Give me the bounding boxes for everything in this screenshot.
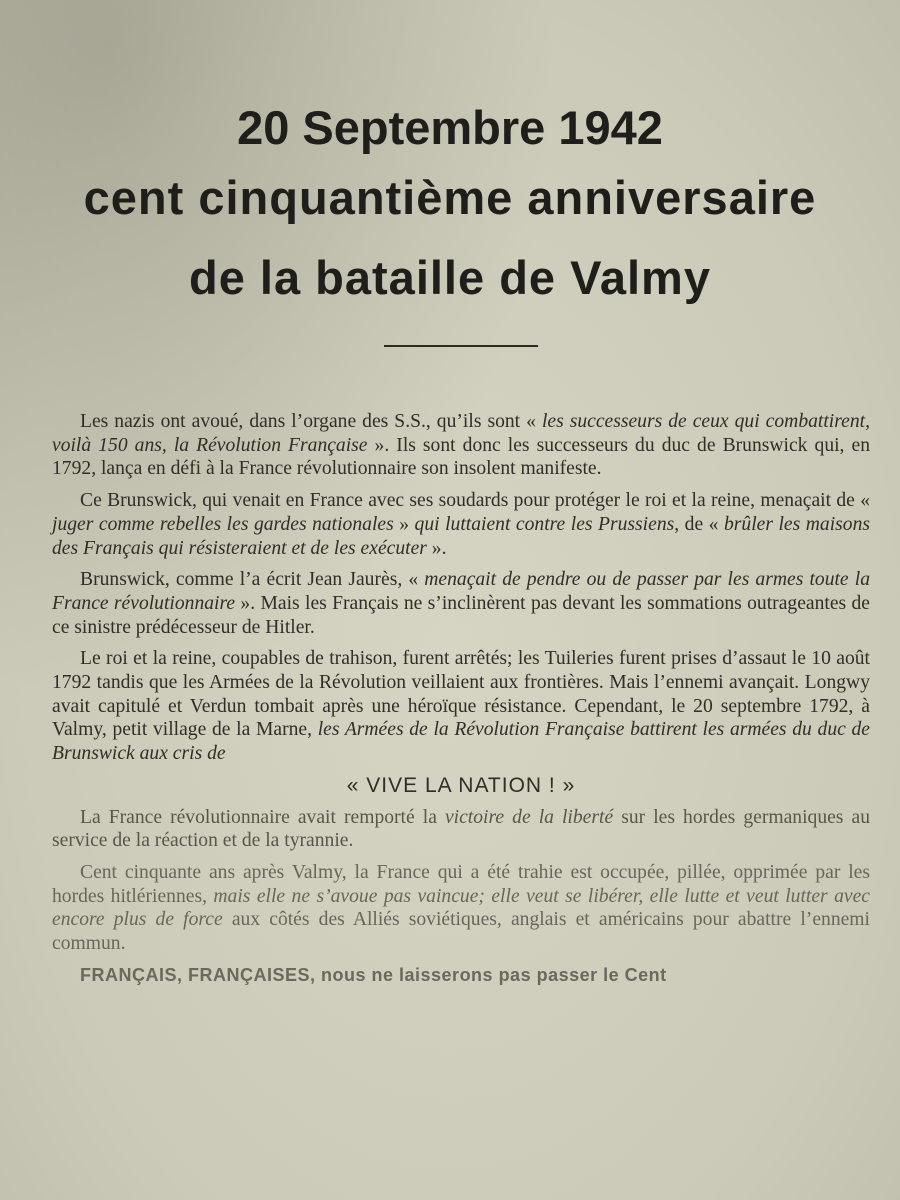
title-divider: [384, 345, 538, 347]
paragraph-6: Cent cinquante ans après Valmy, la France qui a été trahie est occupée, pillée, opprimée par les hordes hitlériennes, mais elle ne s’avoue pas vaincue; elle veut se libérer, elle lutte et veut lutter avec encore plus de force aux côtés des Alliés soviétiques, anglais et américains pour abattre l’ennemi commun.: [52, 861, 870, 955]
paragraph-1: Les nazis ont avoué, dans l’organe des S.S., qu’ils sont « les successeurs de ceux qui combattirent, voilà 150 ans, la Révolution Française ». Ils sont donc les successeurs du duc de Brunswick qui, en 1792, lança en défi à la France révolutionnaire son insolent manifeste.: [52, 411, 870, 480]
document-title: [0, 98, 900, 318]
paragraph-4: Le roi et la reine, coupables de trahison, furent arrêtés; les Tuileries furent prises d’assaut le 10 août 1792 tandis que les Armées de la Révolution veillaient aux frontières. Mais l’ennemi avançait. Longwy avait capitulé et Verdun tombait après une héroïque résistance. Cependant, le 20 septembre 1792, à Valmy, petit village de la Marne, les Armées de la Révolution Française battirent les armées du duc de Brunswick aux cris de: [52, 648, 870, 765]
title-battle: de la bataille de Valmy: [189, 251, 711, 304]
document-body: [52, 410, 870, 995]
paragraph-3: Brunswick, comme l’a écrit Jean Jaurès, « menaçait de pendre ou de passer par les armes toute la France révolutionnaire ». Mais les Français ne s’inclinèrent pas devant les sommations outrageantes de ce sinistre prédécesseur de Hitler.: [52, 569, 870, 638]
vive-la-nation: « VIVE LA NATION ! »: [346, 773, 576, 797]
paragraph-2: Ce Brunswick, qui venait en France avec ses soudards pour protéger le roi et la reine, menaçait de « juger comme rebelles les gardes nationales » qui luttaient contre les Prussiens, de « brûler les maisons des Français qui résisteraient et de les exécuter ».: [52, 490, 870, 559]
title-date: 20 Septembre 1942: [237, 101, 663, 154]
paragraph-5: La France révolutionnaire avait remporté la victoire de la liberté sur les hordes germaniques au service de la réaction et de la tyrannie.: [52, 806, 870, 852]
closing-line: FRANÇAIS, FRANÇAISES, nous ne laisserons pas passer le Cent: [80, 964, 667, 985]
title-anniversary: cent cinquantième anniversaire: [83, 171, 817, 224]
